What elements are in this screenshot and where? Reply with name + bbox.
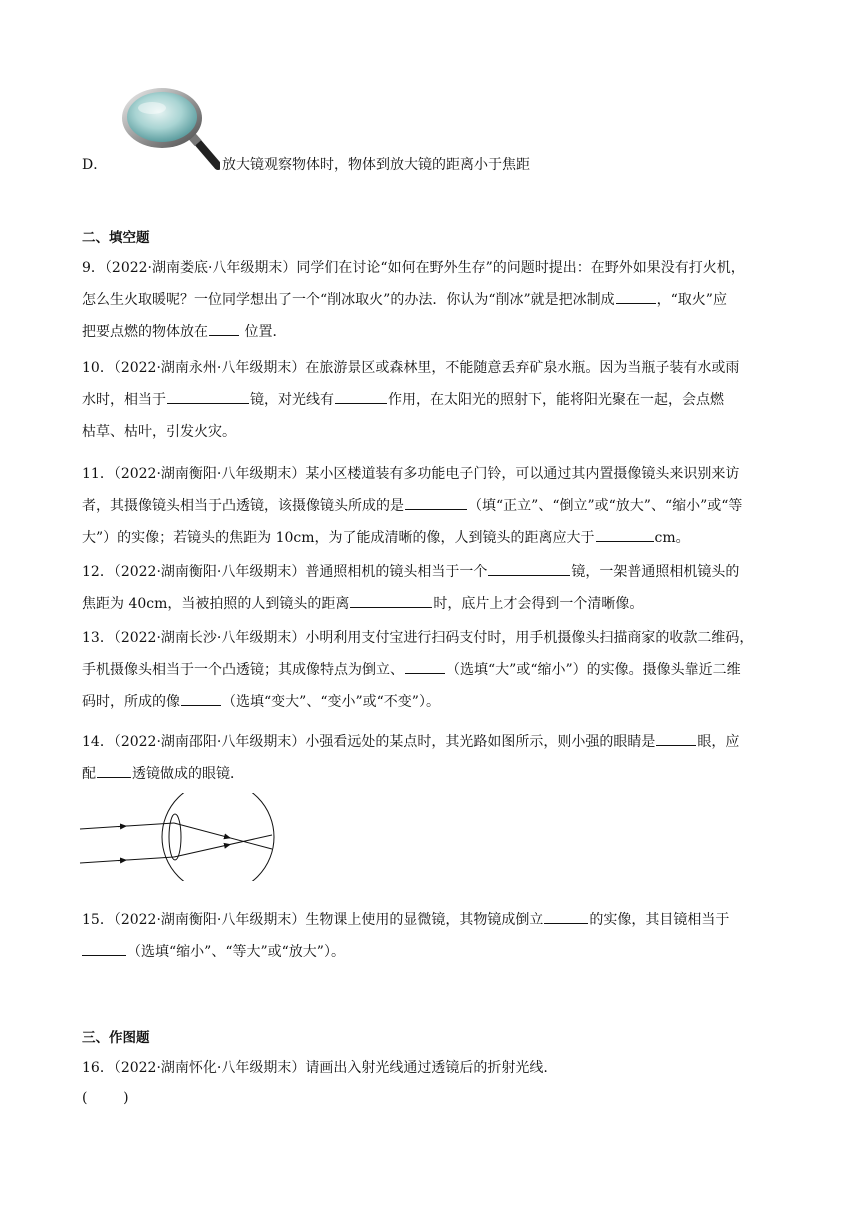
section-heading-fill-in: 二、填空题: [82, 230, 150, 246]
q11-line1: 11．（2022·湖南衡阳·八年级期末）某小区楼道装有多功能电子门铃，可以通过其内置摄像镜头来识别来访: [82, 466, 740, 482]
q13-blank-1[interactable]: [405, 658, 445, 674]
q9-text: 怎么生火取暖呢？一位同学想出了一个“削冰取火”的办法．你认为“削冰”就是把冰制成: [82, 292, 615, 308]
question-10: [82, 352, 782, 448]
option-d: [82, 86, 782, 176]
q10-text: 作用，在太阳光的照射下，能将阳光聚在一起，会点燃: [388, 392, 724, 408]
eye-lens: [169, 814, 181, 860]
option-d-label: D．: [82, 157, 108, 173]
q15-text: （选填“缩小”、“等大”或“放大”）。: [127, 944, 345, 960]
q9-text: 把要点燃的物体放在: [82, 324, 208, 340]
q14-line2: [82, 758, 782, 790]
q12-blank-2[interactable]: [350, 592, 432, 608]
q15-text: 15．（2022·湖南衡阳·八年级期末）生物课上使用的显微镜，其物镜成倒立: [82, 912, 544, 928]
q13-text: 码时，所成的像: [82, 694, 180, 710]
eyeball-outline: [162, 793, 274, 881]
q13-text: 手机摄像头相当于一个凸透镜；其成像特点为倒立、: [82, 662, 404, 678]
magnifying-glass-image: [120, 86, 220, 174]
q13-blank-2[interactable]: [181, 690, 221, 706]
eye-light-path-diagram: [78, 793, 278, 881]
q13-text: （选填“大”或“缩小”）的实像。摄像头靠近二维: [446, 662, 741, 678]
q12-line2: [82, 588, 782, 620]
q10-line3: 枯草、枯叶，引发火灾。: [82, 424, 236, 440]
q12-text: 12．（2022·湖南衡阳·八年级期末）普通照相机的镜头相当于一个: [82, 564, 488, 580]
q14-text: 配: [82, 766, 96, 782]
q11-line2: [82, 490, 782, 522]
q15-blank-2[interactable]: [82, 940, 126, 956]
q11-text: 大”）的实像；若镜头的焦距为 10cm，为了能成清晰的像，人到镜头的距离应大于: [82, 530, 595, 546]
q11-blank-2[interactable]: [596, 526, 654, 542]
q12-text: 焦距为 40cm，当被拍照的人到镜头的距离: [82, 596, 350, 612]
q14-blank-2[interactable]: [97, 762, 131, 778]
q15-line1: [82, 904, 782, 936]
q12-text: 镜，一架普通照相机镜头的: [571, 564, 740, 580]
q11-blank-1[interactable]: [405, 494, 467, 510]
q11-text: （填“正立”、“倒立”或“放大”、“缩小”或“等: [468, 498, 743, 514]
question-16: [82, 1052, 782, 1084]
q11-text: 者，其摄像镜头相当于凸透镜，该摄像镜头所成的是: [82, 498, 404, 514]
q10-text: 水时，相当于: [82, 392, 166, 408]
q13-line3: [82, 686, 782, 718]
question-13: [82, 622, 782, 718]
q10-blank-2[interactable]: [335, 388, 387, 404]
q9-text: 位置．: [244, 324, 287, 340]
question-12: [82, 556, 782, 620]
q10-blank-1[interactable]: [167, 388, 249, 404]
q11-text: cm。: [654, 530, 690, 546]
q9-line1: 9．（2022·湖南娄底·八年级期末）同学们在讨论“如何在野外生存”的问题时提出：在野外如果没有打火机，: [82, 260, 745, 276]
q10-line2: [82, 384, 782, 416]
q16-line1: 16．（2022·湖南怀化·八年级期末）请画出入射光线通过透镜后的折射光线.: [82, 1060, 548, 1076]
section-heading-drawing: 三、作图题: [82, 1030, 150, 1046]
q13-line2: [82, 654, 782, 686]
q14-text: 眼，应: [697, 734, 740, 750]
q13-line1: 13．（2022·湖南长沙·八年级期末）小明利用支付宝进行扫码支付时，用手机摄像头扫描商家的收款二维码，: [82, 630, 754, 646]
q15-blank-1[interactable]: [544, 908, 588, 924]
q10-text: 镜，对光线有: [250, 392, 334, 408]
q9-blank-2[interactable]: [209, 320, 239, 336]
q14-text: 14．（2022·湖南邵阳·八年级期末）小强看远处的某点时，其光路如图所示，则小强的眼睛是: [82, 734, 656, 750]
q15-line2: [82, 936, 782, 968]
question-14: [82, 726, 782, 790]
q11-line3: [82, 522, 782, 554]
q12-text: 时，底片上才会得到一个清晰像。: [433, 596, 644, 612]
q9-line3: [82, 316, 782, 348]
question-15: [82, 904, 782, 968]
question-11: [82, 458, 782, 554]
q10-line1: 10．（2022·湖南永州·八年级期末）在旅游景区或森林里，不能随意丢弃矿泉水瓶。因为当瓶子装有水或雨: [82, 360, 740, 376]
q14-line1: [82, 726, 782, 758]
q9-blank-1[interactable]: [616, 288, 656, 304]
q12-blank-1[interactable]: [488, 560, 570, 576]
q9-line2: [82, 284, 782, 316]
q9-text: ，“取火”应: [656, 292, 727, 308]
q14-blank-1[interactable]: [656, 730, 696, 746]
q15-text: 的实像，其目镜相当于: [589, 912, 730, 928]
q14-text: 透镜做成的眼镜．: [132, 766, 244, 782]
q12-line1: [82, 556, 782, 588]
option-d-text: 放大镜观察物体时，物体到放大镜的距离小于焦距: [222, 157, 530, 173]
question-9: [82, 252, 782, 348]
q16-answer-placeholder[interactable]: ( ): [82, 1090, 129, 1106]
q13-text: （选填“变大”、“变小”或“不变”）。: [222, 694, 440, 710]
